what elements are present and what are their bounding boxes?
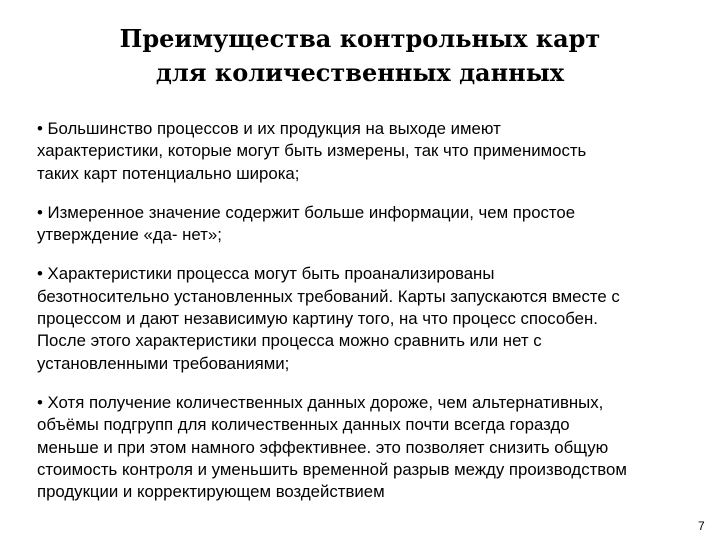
slide-title-line: Преимущества контрольных карт bbox=[119, 24, 601, 53]
page-number: 7 bbox=[698, 519, 705, 533]
bullet-text-line: • Характеристики процесса могут быть проанализированы bbox=[37, 264, 495, 284]
bullet-text-line: • Измеренное значение содержит больше информации, чем простое bbox=[37, 202, 576, 222]
bullet-text-line: объёмы подгрупп для количественных данных почти всегда гораздо bbox=[37, 415, 570, 435]
bullet-text-line: продукции и корректирующем воздействием bbox=[37, 482, 385, 502]
bullet-text-line: После этого характеристики процесса можно сравнить или нет с bbox=[37, 331, 542, 351]
bullet-item bbox=[37, 202, 697, 247]
bullet-item bbox=[37, 392, 697, 503]
bullet-text-line: • Хотя получение количественных данных дороже, чем альтернативных, bbox=[37, 392, 604, 412]
bullet-list bbox=[37, 118, 697, 503]
slide-title-line: для количественных данных bbox=[155, 58, 565, 87]
bullet-text-line: таких карт потенциально широка; bbox=[37, 163, 300, 183]
bullet-text-line: меньше и при этом намного эффективнее. это позволяет снизить общую bbox=[37, 437, 609, 457]
bullet-text-line: • Большинство процессов и их продукция на выходе имеют bbox=[37, 119, 501, 138]
bullet-text-line: характеристики, которые могут быть измерены, так что применимость bbox=[37, 141, 587, 161]
slide-title bbox=[60, 22, 660, 90]
bullet-item bbox=[37, 263, 697, 374]
bullet-text-line: стоимость контроля и уменьшить временной разрыв между производством bbox=[37, 459, 627, 479]
bullet-text-line: безотносительно установленных требований. Карты запускаются вместе с bbox=[37, 286, 620, 306]
bullet-text-line: утверждение «да- нет»; bbox=[37, 225, 222, 245]
bullet-text-line: процессом и дают независимую картину того, на что процесс способен. bbox=[37, 309, 598, 329]
bullet-item bbox=[37, 118, 697, 185]
bullet-text-line: установленными требованиями; bbox=[37, 353, 290, 373]
